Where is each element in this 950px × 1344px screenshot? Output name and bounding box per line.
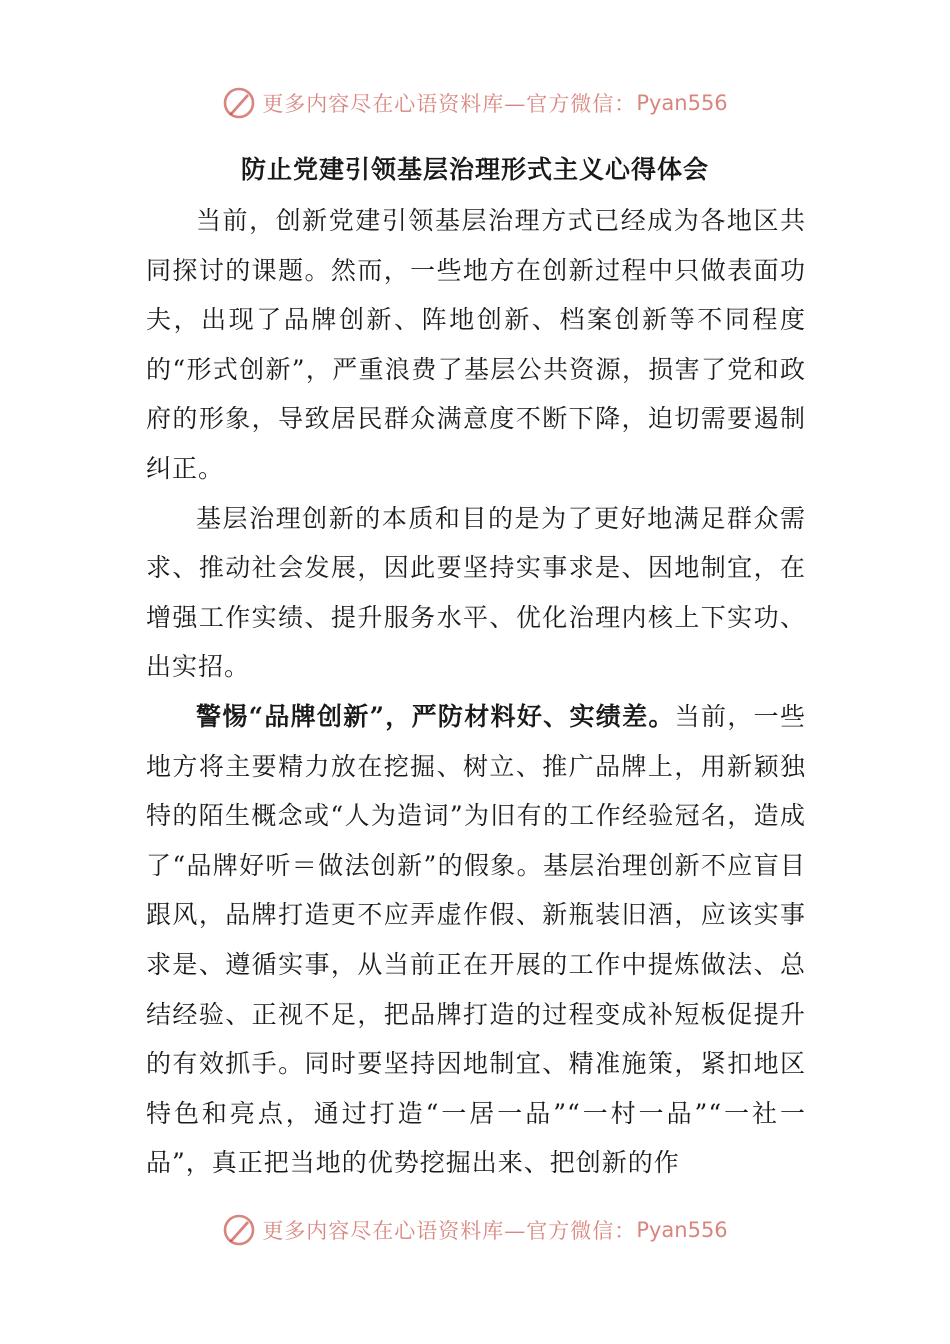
document-title: 防止党建引领基层治理形式主义心得体会 — [240, 155, 709, 184]
watermark-wechat-id: Pyan556 — [636, 1218, 728, 1242]
paragraph-lead: 警惕“品牌创新”，严防材料好、实绩差。 — [196, 701, 675, 731]
watermark-text: 更多内容尽在心语资料库—官方微信： — [262, 1219, 637, 1243]
paragraph-text: 当前，一些地方将主要精力放在挖掘、树立、推广品牌上，用新颖独特的陌生概念或“人为造词”为旧有的工作经验冠名，造成了“品牌好听＝做法创新”的假象。基层治理创新不应盲目跟风，品牌打造更不应弄虚作假、新瓶装旧酒，应该实事求是、遵循实事，从当前正在开展的工作中提炼做法、总结经验、正视不足，把品牌打造的过程变成补短板促提升的有效抓手。同时要坚持因地制宜、精准施策，紧扣地区特色和亮点，通过打造“一居一品”“一村一品”“一社一品”，真正把当地的优势挖掘出来、把创新的作 — [146, 701, 806, 1178]
paragraph-3 — [146, 692, 806, 1188]
watermark-text: 更多内容尽在心语资料库—官方微信： — [262, 92, 637, 116]
document-body — [146, 196, 806, 1188]
pen-logo-icon — [222, 86, 256, 120]
paragraph-text: 当前，创新党建引领基层治理方式已经成为各地区共同探讨的课题。然而，一些地方在创新过程中只做表面功夫，出现了品牌创新、阵地创新、档案创新等不同程度的“形式创新”，严重浪费了基层公共资源，损害了党和政府的形象，导致居民群众满意度不断下降，迫切需要遏制纠正。 — [146, 206, 806, 483]
watermark-footer — [0, 1210, 950, 1250]
paragraph-1 — [146, 196, 806, 494]
paragraph-2 — [146, 494, 806, 692]
paragraph-text: 基层治理创新的本质和目的是为了更好地满足群众需求、推动社会发展，因此要坚持实事求是、因地制宜，在增强工作实绩、提升服务水平、优化治理内核上下实功、出实招。 — [146, 503, 806, 682]
watermark-header — [0, 83, 950, 123]
watermark-wechat-id: Pyan556 — [636, 91, 728, 115]
pen-logo-icon — [222, 1213, 256, 1247]
